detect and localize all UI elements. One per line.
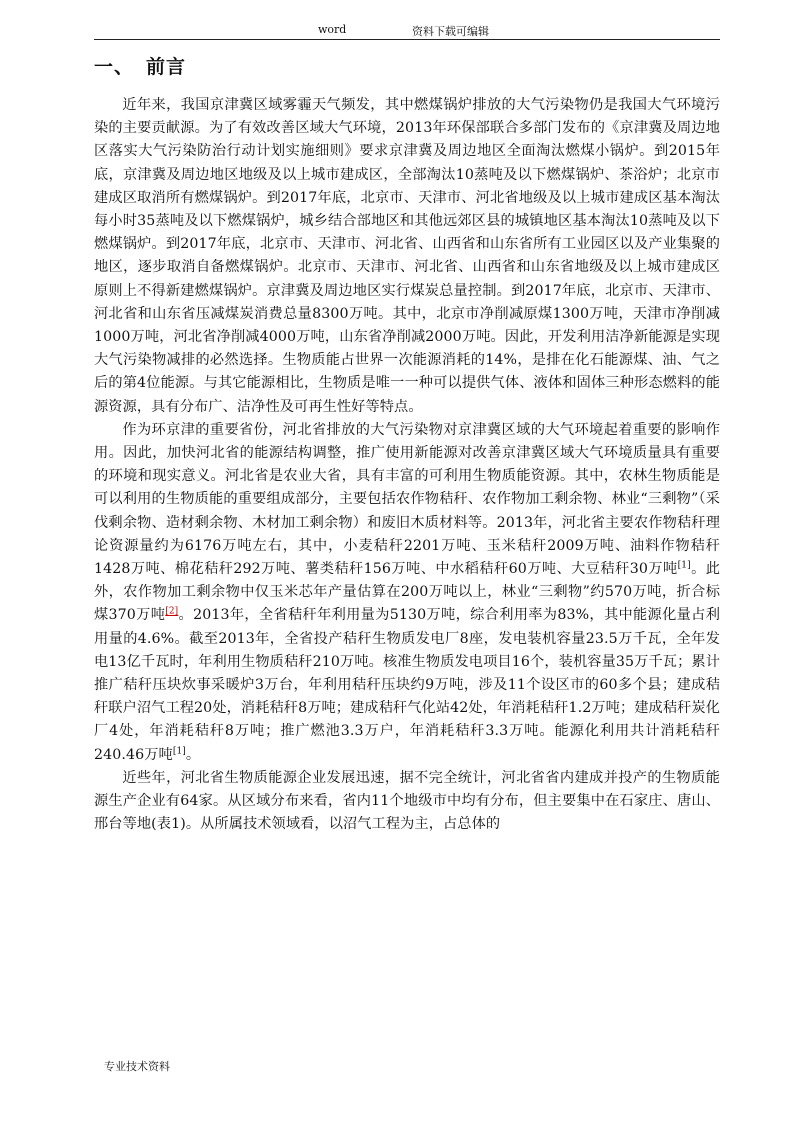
header-right-text: 资料下载可编辑 xyxy=(412,25,489,38)
document-body xyxy=(94,94,720,837)
paragraph-2-part-c: 。2013年，全省秸秆年利用量为5130万吨，综合利用率为83%，其中能源化量占利用量的4.6%。截至2013年，全省投产秸秆生物质发电厂8座，发电装机容量23.5万千瓦，全年发电13亿千瓦时，年利用生物质秸秆210万吨。核准生物质发电项目16个，装机容量35万千瓦；累计推广秸秆压块炊事采暖炉3万台，年利用秸秆压块约9万吨，涉及11个设区市的60多个县；建成秸秆联户沼气工程20处，消耗秸秆8万吨；建成秸秆气化站42处，年消耗秸秆1.2万吨；建成秸秆炭化厂4处，年消耗秸秆8万吨；推广燃池3.3万户，年消耗秸秆3.3万吨。能源化利用共计消耗秸秆240.46万吨 xyxy=(94,607,720,763)
page-header xyxy=(94,22,720,40)
section-title: 前言 xyxy=(146,56,187,78)
paragraph-1: 近年来，我国京津冀区域雾霾天气频发，其中燃煤锅炉排放的大气污染物仍是我国大气环境污染的主要贡献源。为了有效改善区域大气环境，2013年环保部联合多部门发布的《京津冀及周边地区落实大气污染防治行动计划实施细则》要求京津冀及周边地区全面淘汰燃煤小锅炉。到2015年底，京津冀及周边地区地级及以上城市建成区，全部淘汰10蒸吨及以下燃煤锅炉、茶浴炉；北京市建成区取消所有燃煤锅炉。到2017年底，北京市、天津市、河北省地级及以上城市建成区基本淘汰每小时35蒸吨及以下燃煤锅炉，城乡结合部地区和其他远郊区县的城镇地区基本淘汰10蒸吨及以下燃煤锅炉。到2017年底，北京市、天津市、河北省、山西省和山东省所有工业园区以及产业集聚的地区，逐步取消自备燃煤锅炉。北京市、天津市、河北省、山西省和山东省地级及以上城市建成区原则上不得新建燃煤锅炉。京津冀及周边地区实行煤炭总量控制。到2017年底，北京市、天津市、河北省和山东省压减煤炭消费总量8300万吨。其中，北京市净削减原煤1300万吨，天津市净削减1000万吨，河北省净削减4000万吨，山东省净削减2000万吨。因此，开发利用洁净新能源是实现大气污染物减排的必然选择。生物质能占世界一次能源消耗的14%，是排在化石能源煤、油、气之后的第4位能源。与其它能源相比，生物质是唯一一种可以提供气体、液体和固体三种形态燃料的能源资源，具有分布广、洁净性及可再生性好等特点。 xyxy=(94,97,720,415)
section-number: 一、 xyxy=(94,56,135,78)
section-heading xyxy=(94,52,186,79)
header-left-text: word xyxy=(318,23,347,36)
paragraph-2-part-a: 作为环京津的重要省份，河北省排放的大气污染物对京津冀区域的大气环境起着重要的影响作用。因此，加快河北省的能源结构调整，推广使用新能源对改善京津冀区域大气环境质量具有重要的环境和现实意义。河北省是农业大省，具有丰富的可利用生物质能资源。其中，农林生物质能是可以利用的生物质能的重要组成部分，主要包括农作物秸秆、农作物加工剩余物、林业“三剩物”（采伐剩余物、造材剩余物、木材加工剩余物）和废旧木质材料等。2013年，河北省主要农作物秸秆理论资源量约为6176万吨左右，其中，小麦秸秆2201万吨、玉米秸秆2009万吨、油料作物秸秆1428万吨、棉花秸秆292万吨、薯类秸秆156万吨、中水稻秸秆60万吨、大豆秸秆30万吨 xyxy=(94,421,720,578)
citation-ref[interactable]: [1] xyxy=(677,560,691,571)
paragraph-2-part-d: 。 xyxy=(185,746,201,763)
citation-link[interactable]: [2] xyxy=(165,606,179,617)
paragraph-2-part-b: 。此外，农作物加工剩余物中仅玉米芯年产量估算在200万吨以上，林业“三剩物”约570万吨，折合标煤370万吨 xyxy=(94,561,720,624)
citation-ref[interactable]: [1] xyxy=(172,745,186,756)
page-footer: 专业技术资料 xyxy=(104,1060,170,1073)
paragraph-3: 近些年，河北省生物质能源企业发展迅速，据不完全统计，河北省省内建成并投产的生物质能源生产企业有64家。从区域分布来看，省内11个地级市中均有分布，但主要集中在石家庄、唐山、邢台等地(表1)。从所属技术领域看，以沼气工程为主，占总体的 xyxy=(94,769,720,833)
paragraph-2 xyxy=(94,419,720,767)
